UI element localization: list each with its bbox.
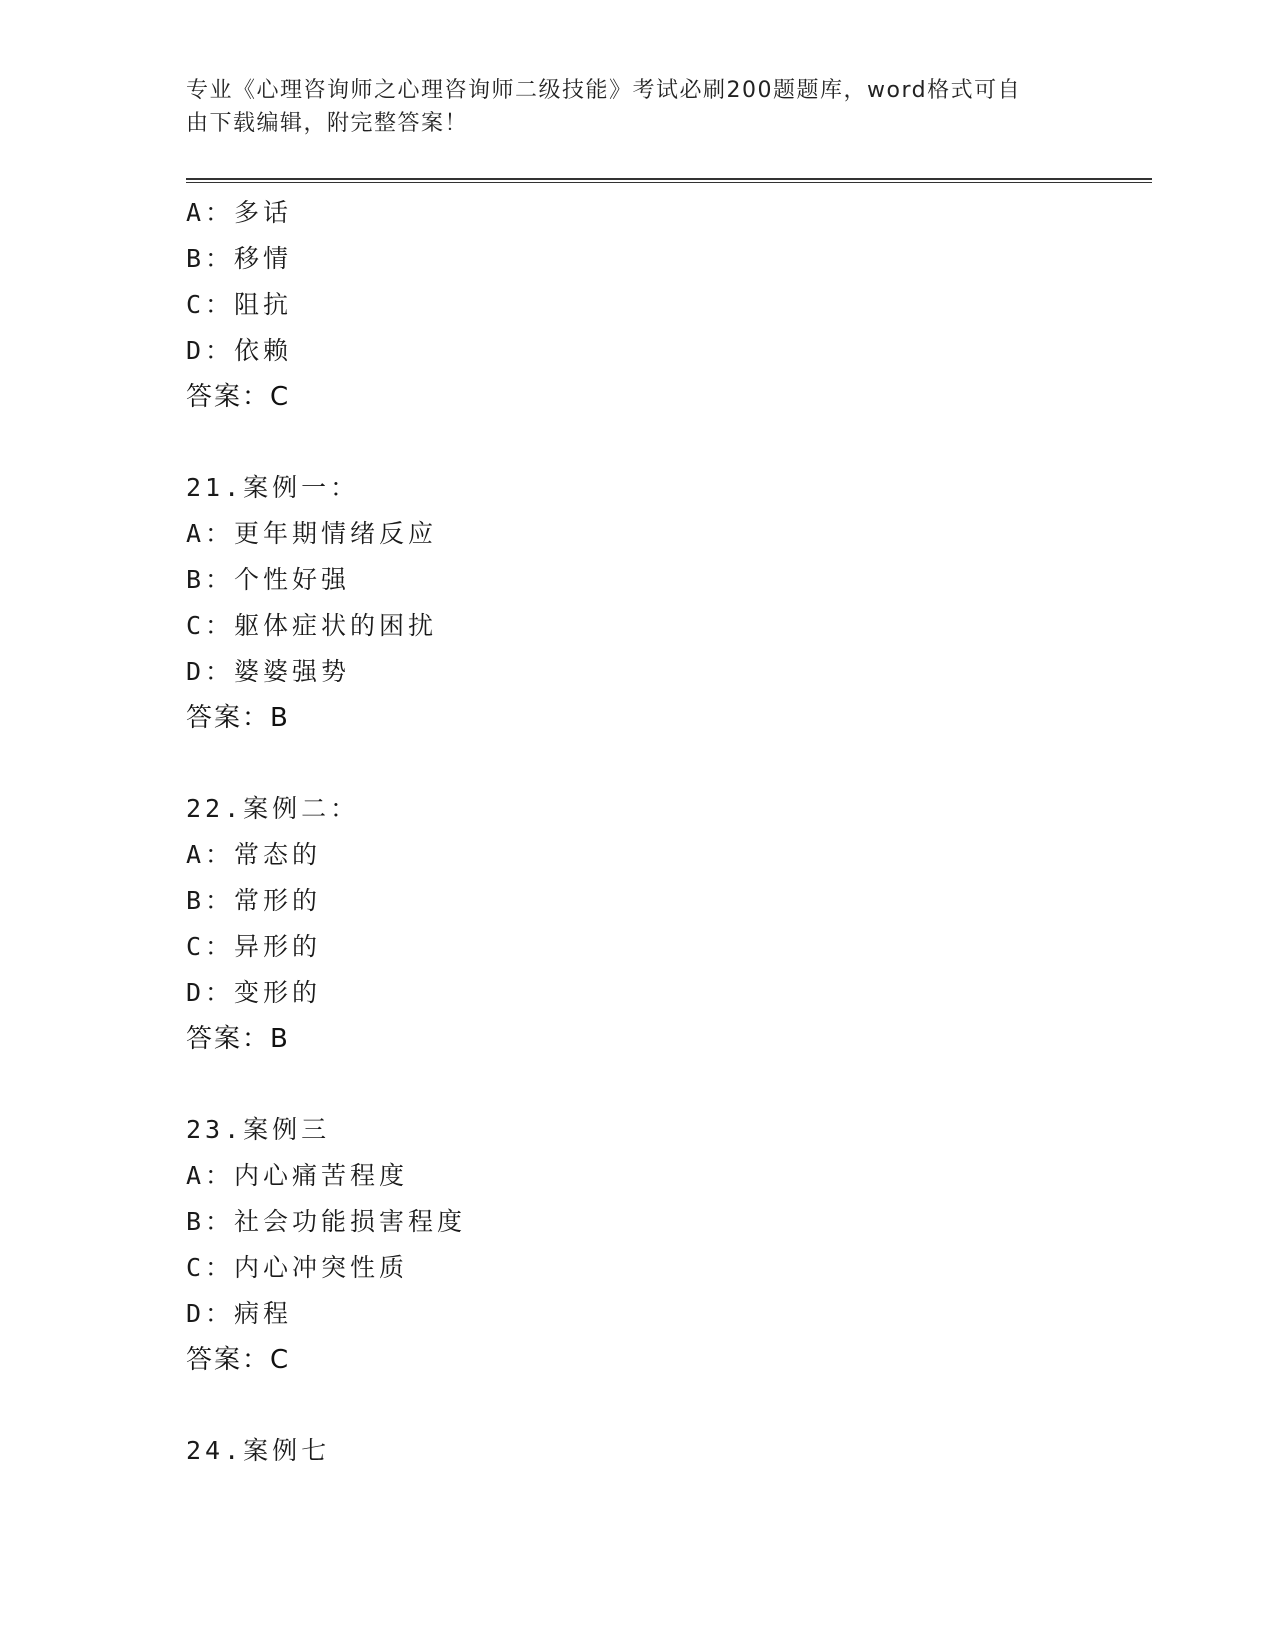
answer-line: 答案：B: [186, 1024, 290, 1054]
question-title: 24.案例七: [186, 1436, 331, 1465]
option-b: B：常形的: [186, 886, 322, 915]
option-b: B：移情: [186, 244, 293, 273]
header-line-1: 专业《心理咨询师之心理咨询师二级技能》考试必刷200题题库，word格式可自: [186, 78, 1022, 103]
question-block: [186, 465, 1146, 741]
question-block: [186, 786, 1146, 1062]
option-c: C：躯体症状的困扰: [186, 611, 438, 640]
question-title: 21.案例一：: [186, 473, 360, 502]
option-d: D：依赖: [186, 336, 293, 365]
option-d: D：变形的: [186, 978, 322, 1007]
option-b: B：个性好强: [186, 565, 351, 594]
answer-line: 答案：C: [186, 1345, 291, 1375]
spacer: [186, 1062, 1146, 1107]
question-title: 22.案例二：: [186, 794, 360, 823]
spacer: [186, 741, 1146, 786]
question-block: [186, 190, 1146, 420]
answer-line: 答案：B: [186, 703, 290, 733]
option-a: A：多话: [186, 198, 293, 227]
option-d: D：婆婆强势: [186, 657, 351, 686]
option-a: A：更年期情绪反应: [186, 519, 438, 548]
header-divider: [186, 178, 1152, 183]
header-line-2: 由下载编辑，附完整答案！: [186, 111, 469, 136]
option-c: C：内心冲突性质: [186, 1253, 409, 1282]
spacer: [186, 420, 1146, 465]
spacer: [186, 1383, 1146, 1428]
question-list: [186, 190, 1146, 1474]
option-c: C：阻抗: [186, 290, 293, 319]
option-a: A：内心痛苦程度: [186, 1161, 409, 1190]
option-d: D：病程: [186, 1299, 293, 1328]
option-a: A：常态的: [186, 840, 322, 869]
option-c: C：异形的: [186, 932, 322, 961]
question-block: [186, 1428, 1146, 1474]
question-title: 23.案例三: [186, 1115, 331, 1144]
answer-line: 答案：C: [186, 382, 291, 412]
option-b: B：社会功能损害程度: [186, 1207, 467, 1236]
question-block: [186, 1107, 1146, 1383]
document-header: [186, 74, 1066, 140]
